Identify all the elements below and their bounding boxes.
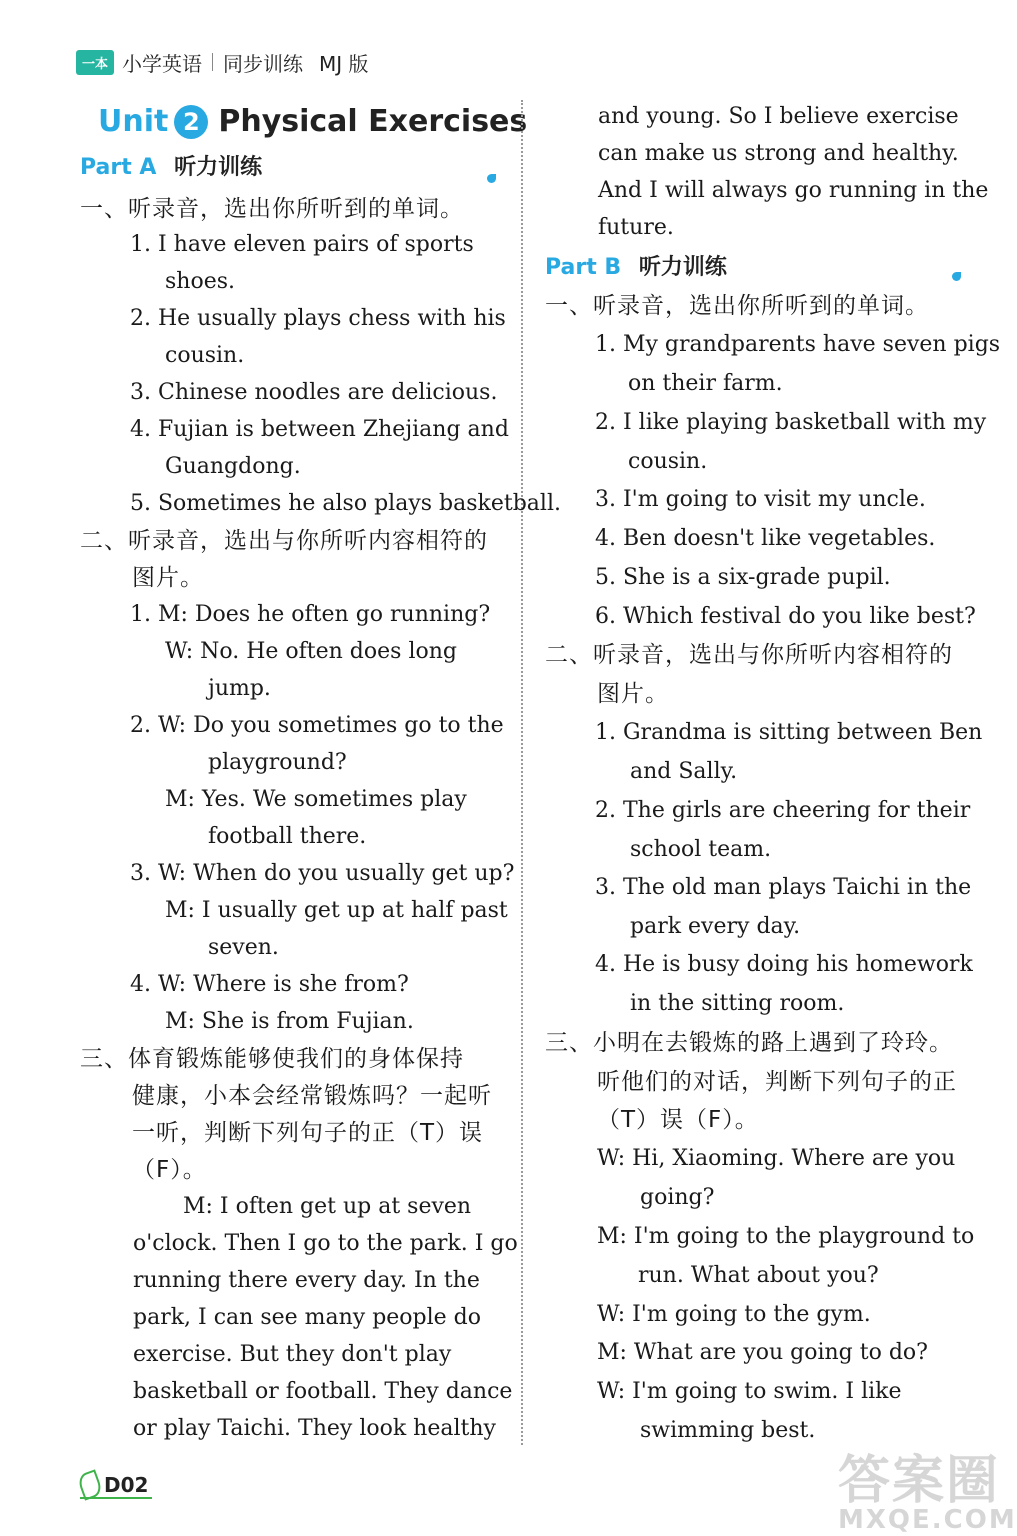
text-line: M: What are you going to do?: [597, 1340, 928, 1365]
part-b-title: 听力训练: [638, 255, 727, 280]
leaf-icon: [76, 1469, 104, 1500]
header-separator: [212, 53, 213, 71]
decor-dot-icon: [952, 272, 961, 281]
part-a-label: Part A: [80, 155, 157, 180]
text-line: seven.: [208, 935, 279, 960]
text-line: W: I'm going to the gym.: [597, 1302, 871, 1327]
text-line: 1. Grandma is sitting between Ben: [595, 720, 983, 745]
section-heading: 三、体育锻炼能够使我们的身体保持: [80, 1046, 464, 1072]
text-line: 2. The girls are cheering for their: [595, 798, 971, 823]
text-line: Guangdong.: [165, 454, 301, 479]
text-line: 5. Sometimes he also plays basketball.: [130, 491, 561, 516]
text-line: can make us strong and healthy.: [598, 141, 959, 166]
text-line: o'clock. Then I go to the park. I go: [133, 1231, 518, 1256]
section-heading: 图片。: [132, 565, 204, 591]
text-line: and Sally.: [630, 759, 738, 784]
text-line: and young. So I believe exercise: [598, 104, 959, 129]
text-line: basketball or football. They dance: [133, 1379, 513, 1404]
section-heading: 二、听录音，选出与你所听内容相符的: [545, 642, 953, 668]
text-line: 6. Which festival do you like best?: [595, 604, 976, 629]
text-line: And I will always go running in the: [598, 178, 989, 203]
text-line: W: No. He often does long: [165, 639, 457, 664]
unit-number-badge: 2: [174, 105, 208, 139]
text-line: running there every day. In the: [133, 1268, 480, 1293]
section-heading: 健康，小本会经常锻炼吗？一起听: [132, 1083, 492, 1109]
text-line: 3. Chinese noodles are delicious.: [130, 380, 498, 405]
text-line: 4. W: Where is she from?: [130, 972, 409, 997]
text-line: cousin.: [628, 449, 708, 474]
text-line: or play Taichi. They look healthy: [133, 1416, 496, 1441]
text-line: swimming best.: [640, 1418, 816, 1443]
text-line: in the sitting room.: [630, 991, 845, 1016]
section-heading: （T）误（F）。: [597, 1107, 759, 1133]
text-line: M: She is from Fujian.: [165, 1009, 414, 1034]
subject-label: 小学英语: [122, 51, 203, 76]
unit-word: Unit: [98, 104, 169, 139]
text-line: M: I'm going to the playground to: [597, 1224, 975, 1249]
text-line: run. What about you?: [638, 1263, 879, 1288]
text-line: park, I can see many people do: [133, 1305, 482, 1330]
text-line: 1. M: Does he often go running?: [130, 602, 491, 627]
text-line: 5. She is a six-grade pupil.: [595, 565, 891, 590]
text-line: W: I'm going to swim. I like: [597, 1379, 902, 1404]
edition-label: MJ 版: [319, 51, 369, 76]
text-line: 1. My grandparents have seven pigs: [595, 332, 1001, 357]
text-line: football there.: [208, 824, 367, 849]
text-line: cousin.: [165, 343, 245, 368]
text-line: 2. I like playing basketball with my: [595, 410, 987, 435]
section-heading: 三、小明在去锻炼的路上遇到了玲玲。: [545, 1030, 953, 1056]
section-heading: 图片。: [597, 681, 669, 707]
section-heading: 一、听录音，选出你所听到的单词。: [80, 196, 464, 222]
text-line: 3. The old man plays Taichi in the: [595, 875, 972, 900]
watermark-url: MXQE.COM: [838, 1505, 1017, 1535]
text-line: park every day.: [630, 914, 801, 939]
watermark-logo-text: 答案圈: [838, 1451, 1001, 1511]
text-line: W: Hi, Xiaoming. Where are you: [597, 1146, 956, 1171]
text-line: M: I often get up at seven: [183, 1194, 472, 1219]
unit-name: Physical Exercises: [218, 104, 528, 139]
text-line: 2. W: Do you sometimes go to the: [130, 713, 504, 738]
watermark: [838, 1438, 1017, 1535]
text-line: M: Yes. We sometimes play: [165, 787, 467, 812]
section-heading: 一听，判断下列句子的正（T）误: [132, 1120, 484, 1146]
text-line: jump.: [208, 676, 271, 701]
series-label: 同步训练: [223, 51, 304, 76]
part-b-heading: [545, 250, 727, 281]
text-line: going?: [640, 1185, 715, 1210]
part-a-title: 听力训练: [174, 155, 263, 180]
text-line: school team.: [630, 837, 772, 862]
text-line: 3. I'm going to visit my uncle.: [595, 487, 926, 512]
column-divider: [521, 100, 523, 1445]
page-number-label: D02: [104, 1473, 149, 1497]
page-header: [76, 46, 369, 78]
brand-logo: 一本: [76, 50, 114, 75]
section-heading: 听他们的对话，判断下列句子的正: [597, 1069, 957, 1095]
section-heading: 一、听录音，选出你所听到的单词。: [545, 293, 929, 319]
text-line: exercise. But they don't play: [133, 1342, 452, 1367]
text-line: 4. Ben doesn't like vegetables.: [595, 526, 936, 551]
text-line: shoes.: [165, 269, 236, 294]
text-line: 3. W: When do you usually get up?: [130, 861, 515, 886]
text-line: 2. He usually plays chess with his: [130, 306, 506, 331]
text-line: future.: [598, 215, 674, 240]
unit-title: [98, 104, 527, 139]
page-number: [80, 1472, 148, 1498]
text-line: M: I usually get up at half past: [165, 898, 508, 923]
text-line: on their farm.: [628, 371, 783, 396]
decor-dot-icon: [487, 174, 496, 183]
footer-underline: [80, 1497, 152, 1499]
text-line: 1. I have eleven pairs of sports: [130, 232, 474, 257]
section-heading: 二、听录音，选出与你所听内容相符的: [80, 528, 488, 554]
section-heading: （F）。: [132, 1157, 207, 1183]
text-line: 4. Fujian is between Zhejiang and: [130, 417, 509, 442]
part-a-heading: [80, 150, 262, 181]
text-line: 4. He is busy doing his homework: [595, 952, 973, 977]
text-line: playground?: [208, 750, 347, 775]
part-b-label: Part B: [545, 255, 622, 280]
